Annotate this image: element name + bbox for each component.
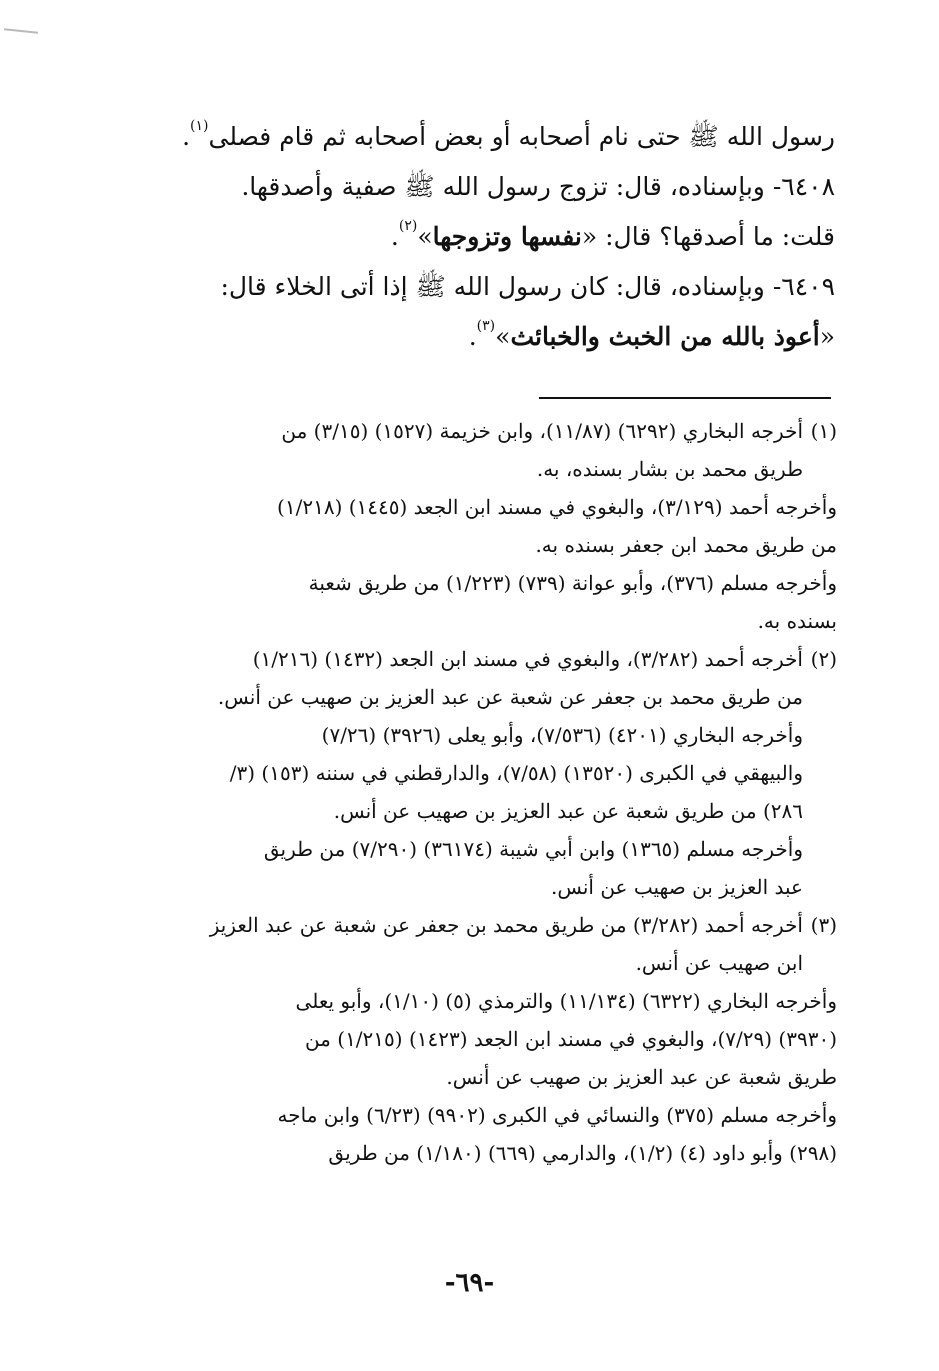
footnote-3-line-6: وأخرجه مسلم (٣٧٥) والنسائي في الكبرى (٩٩٠٢) (٦/٢٣) وابن ماجه — [277, 1103, 837, 1127]
footnote-2-line-7: عبد العزيز بن صهيب عن أنس. — [551, 875, 803, 899]
main-line-5-end: . — [468, 322, 477, 351]
footnote-2-line-5: ٢٨٦) من طريق شعبة عن عبد العزيز بن صهيب عن أنس. — [333, 799, 803, 823]
main-line-3-text: قلت: ما أصدقها؟ قال: « — [581, 222, 835, 251]
footnote-2-line-4: والبيهقي في الكبرى (١٣٥٢٠) (٧/٥٨)، والدارقطني في سننه (١٥٣) (٣/ — [229, 761, 803, 785]
footnote-ref-3: (٣) — [476, 317, 496, 334]
hadith-6408 — [127, 162, 835, 212]
footnote-3-text: أخرجه أحمد (٣/٢٨٢) من طريق محمد بن جعفر عن شعبة عن عبد العزيز — [209, 913, 803, 937]
footnote-1-line-1 — [125, 412, 837, 450]
footnote-1-number: (١) — [810, 419, 837, 443]
footnote-1-text: أخرجه البخاري (٦٢٩٢) (١١/٨٧)، وابن خزيمة (١٥٢٧) (٣/١٥) من — [281, 419, 803, 443]
main-line-1-end: . — [182, 122, 191, 151]
footnote-3-line-5: طريق شعبة عن عبد العزيز بن صهيب عن أنس. — [446, 1065, 837, 1089]
hadith-6409 — [127, 262, 835, 312]
main-line-5-open: « — [819, 322, 835, 351]
footnote-2-line-6: وأخرجه مسلم (١٣٦٥) وابن أبي شيبة (٣٦١٧٤) (٧/٢٩٠) من طريق — [263, 837, 803, 861]
main-line-1-text: رسول الله ﷺ حتى نام أصحابه أو بعض أصحابه ثم قام فصلى — [208, 122, 835, 151]
hadith-6409-text: ٦٤٠٩- وبإسناده، قال: كان رسول الله ﷺ إذا أتى الخلاء قال: — [220, 272, 835, 301]
footnote-3-line-2: ابن صهيب عن أنس. — [635, 951, 803, 975]
quote-audhu: أعوذ بالله من الخبث والخبائث — [510, 322, 820, 351]
footnote-1-line-5: وأخرجه مسلم (٣٧٦)، وأبو عوانة (٧٣٩) (١/٢٢٣) من طريق شعبة — [308, 571, 837, 595]
main-line-5 — [127, 312, 835, 362]
main-line-3-close: » — [417, 222, 433, 251]
footnote-1-line-4: من طريق محمد ابن جعفر بسنده به. — [535, 533, 837, 557]
quote-nafsaha: نفسها وتزوجها — [432, 222, 582, 251]
footnote-3-line-1 — [125, 906, 837, 944]
scan-artifact — [4, 28, 38, 34]
main-line-3 — [127, 212, 835, 262]
footnote-divider — [539, 397, 831, 399]
footnote-1-line-2: طريق محمد بن بشار بسنده، به. — [536, 457, 803, 481]
footnote-3-line-4: (٣٩٣٠) (٧/٢٩)، والبغوي في مسند ابن الجعد (١٤٢٣) (١/٢١٥) من — [304, 1027, 837, 1051]
footnote-3-number: (٣) — [810, 913, 837, 937]
footnote-2-line-3: وأخرجه البخاري (٤٢٠١) (٧/٥٣٦)، وأبو يعلى (٣٩٢٦) (٧/٢٦) — [321, 723, 803, 747]
footnote-3-line-3: وأخرجه البخاري (٦٣٢٢) (١١/١٣٤) والترمذي (٥) (١/١٠)، وأبو يعلى — [295, 989, 837, 1013]
footnote-ref-1: (١) — [190, 117, 209, 134]
footnote-3-line-7: (٢٩٨) وأبو داود (٤) (١/٢)، والدارمي (٦٦٩) (١/١٨٠) من طريق — [328, 1141, 837, 1165]
footnote-2-line-2: من طريق محمد بن جعفر عن شعبة عن عبد العزيز بن صهيب عن أنس. — [217, 685, 803, 709]
main-text — [127, 112, 835, 362]
footnotes — [125, 412, 837, 1172]
main-line-5-close: » — [495, 322, 511, 351]
footnote-2-line-1 — [125, 640, 837, 678]
footnote-1-line-6: بسنده به. — [757, 609, 837, 633]
hadith-6408-text: ٦٤٠٨- وبإسناده، قال: تزوج رسول الله ﷺ صفية وأصدقها. — [241, 172, 835, 201]
main-line-1 — [127, 112, 835, 162]
footnote-1-line-3: وأخرجه أحمد (٣/١٢٩)، والبغوي في مسند ابن الجعد (١٤٤٥) (١/٢١٨) — [277, 495, 837, 519]
page-number: -٦٩- — [444, 1268, 495, 1298]
main-line-3-end: . — [390, 222, 399, 251]
footnote-ref-2: (٢) — [398, 217, 418, 234]
footnote-2-number: (٢) — [810, 647, 837, 671]
footnote-2-text: أخرجه أحمد (٣/٢٨٢)، والبغوي في مسند ابن الجعد (١٤٣٢) (١/٢١٦) — [252, 647, 803, 671]
